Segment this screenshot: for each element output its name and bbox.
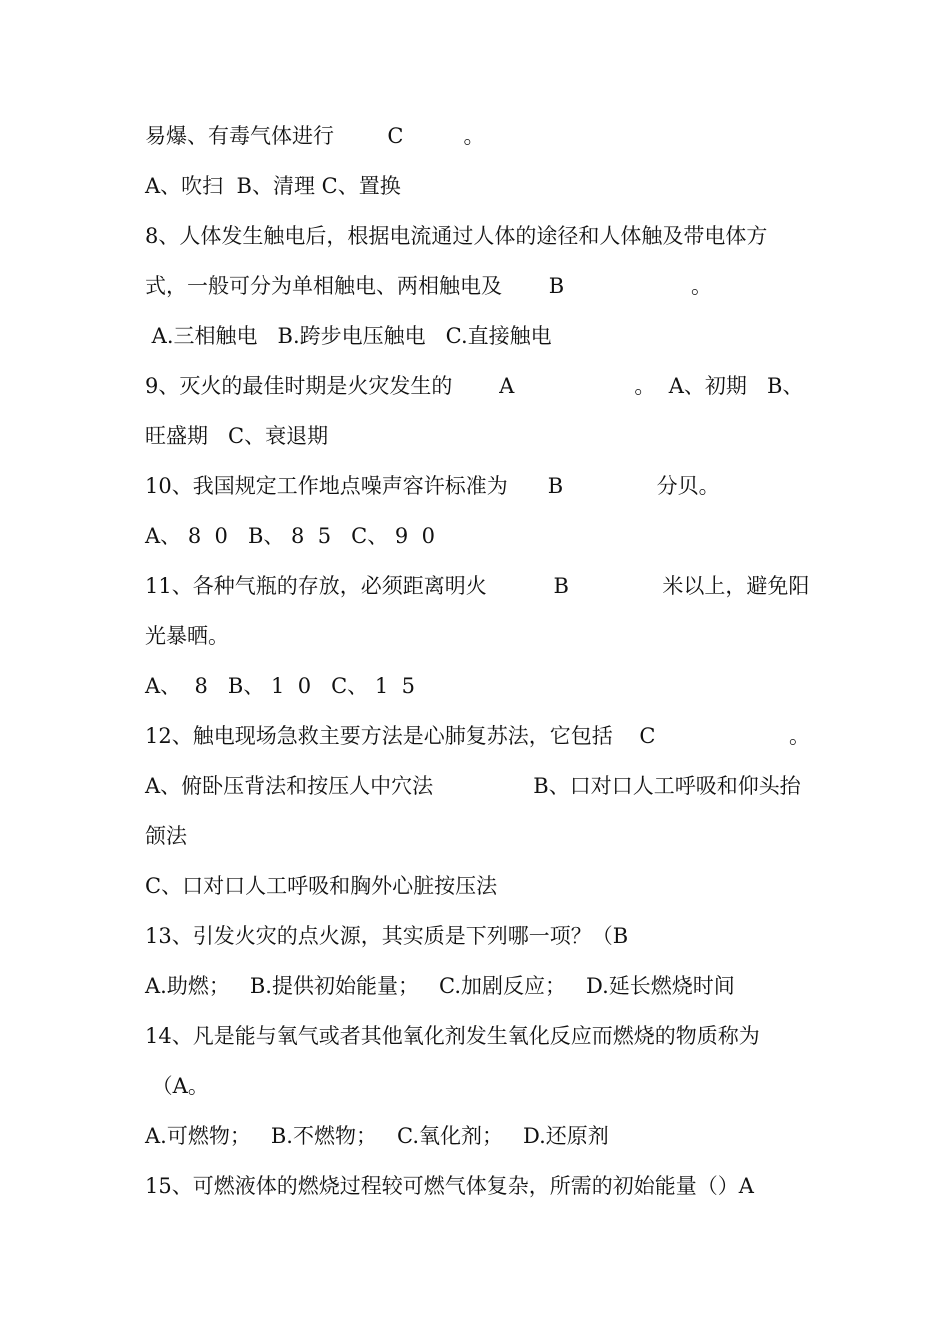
text-line: 式，一般可分为单相触电、两相触电及 B 。 xyxy=(145,274,712,298)
options-line: A、 8 B、 1 0 C、 1 5 xyxy=(145,674,415,698)
question-14-line: 14、凡是能与氧气或者其他氧化剂发生氧化反应而燃烧的物质称为 xyxy=(145,1024,760,1048)
options-line: A、俯卧压背法和按压人中穴法 B、口对口人工呼吸和仰头抬 xyxy=(145,774,801,798)
question-10-line: 10、我国规定工作地点噪声容许标准为 B 分贝。 xyxy=(145,474,720,498)
question-13-line: 13、引发火灾的点火源，其实质是下列哪一项？（B xyxy=(145,924,629,948)
question-9-line: 9、灭火的最佳时期是火灾发生的 A 。 A、初期 B、 xyxy=(145,374,804,398)
options-line: A.助燃； B.提供初始能量； C.加剧反应； D.延长燃烧时间 xyxy=(145,974,735,998)
text-line: 颌法 xyxy=(145,824,187,848)
options-line: C、口对口人工呼吸和胸外心脏按压法 xyxy=(145,874,498,898)
question-12-line: 12、触电现场急救主要方法是心肺复苏法，它包括 C 。 xyxy=(145,724,810,748)
options-line: A.三相触电 B.跨步电压触电 C.直接触电 xyxy=(145,324,552,348)
question-15-line: 15、可燃液体的燃烧过程较可燃气体复杂，所需的初始能量（）A xyxy=(145,1174,754,1198)
text-line: （A。 xyxy=(145,1074,209,1098)
text-line: 光暴晒。 xyxy=(145,624,229,648)
options-line: A、 8 0 B、 8 5 C、 9 0 xyxy=(145,524,435,548)
text-line: 旺盛期 C、衰退期 xyxy=(145,424,329,448)
options-line: A.可燃物； B.不燃物； C.氧化剂； D.还原剂 xyxy=(145,1124,609,1148)
text-line: A、吹扫 B、清理 C、置换 xyxy=(145,174,401,198)
text-line: 易爆、有毒气体进行 C 。 xyxy=(145,124,485,148)
question-11-line: 11、各种气瓶的存放，必须距离明火 B 米以上，避免阳 xyxy=(145,574,810,598)
question-8-line: 8、人体发生触电后，根据电流通过人体的途径和人体触及带电体方 xyxy=(145,224,768,248)
